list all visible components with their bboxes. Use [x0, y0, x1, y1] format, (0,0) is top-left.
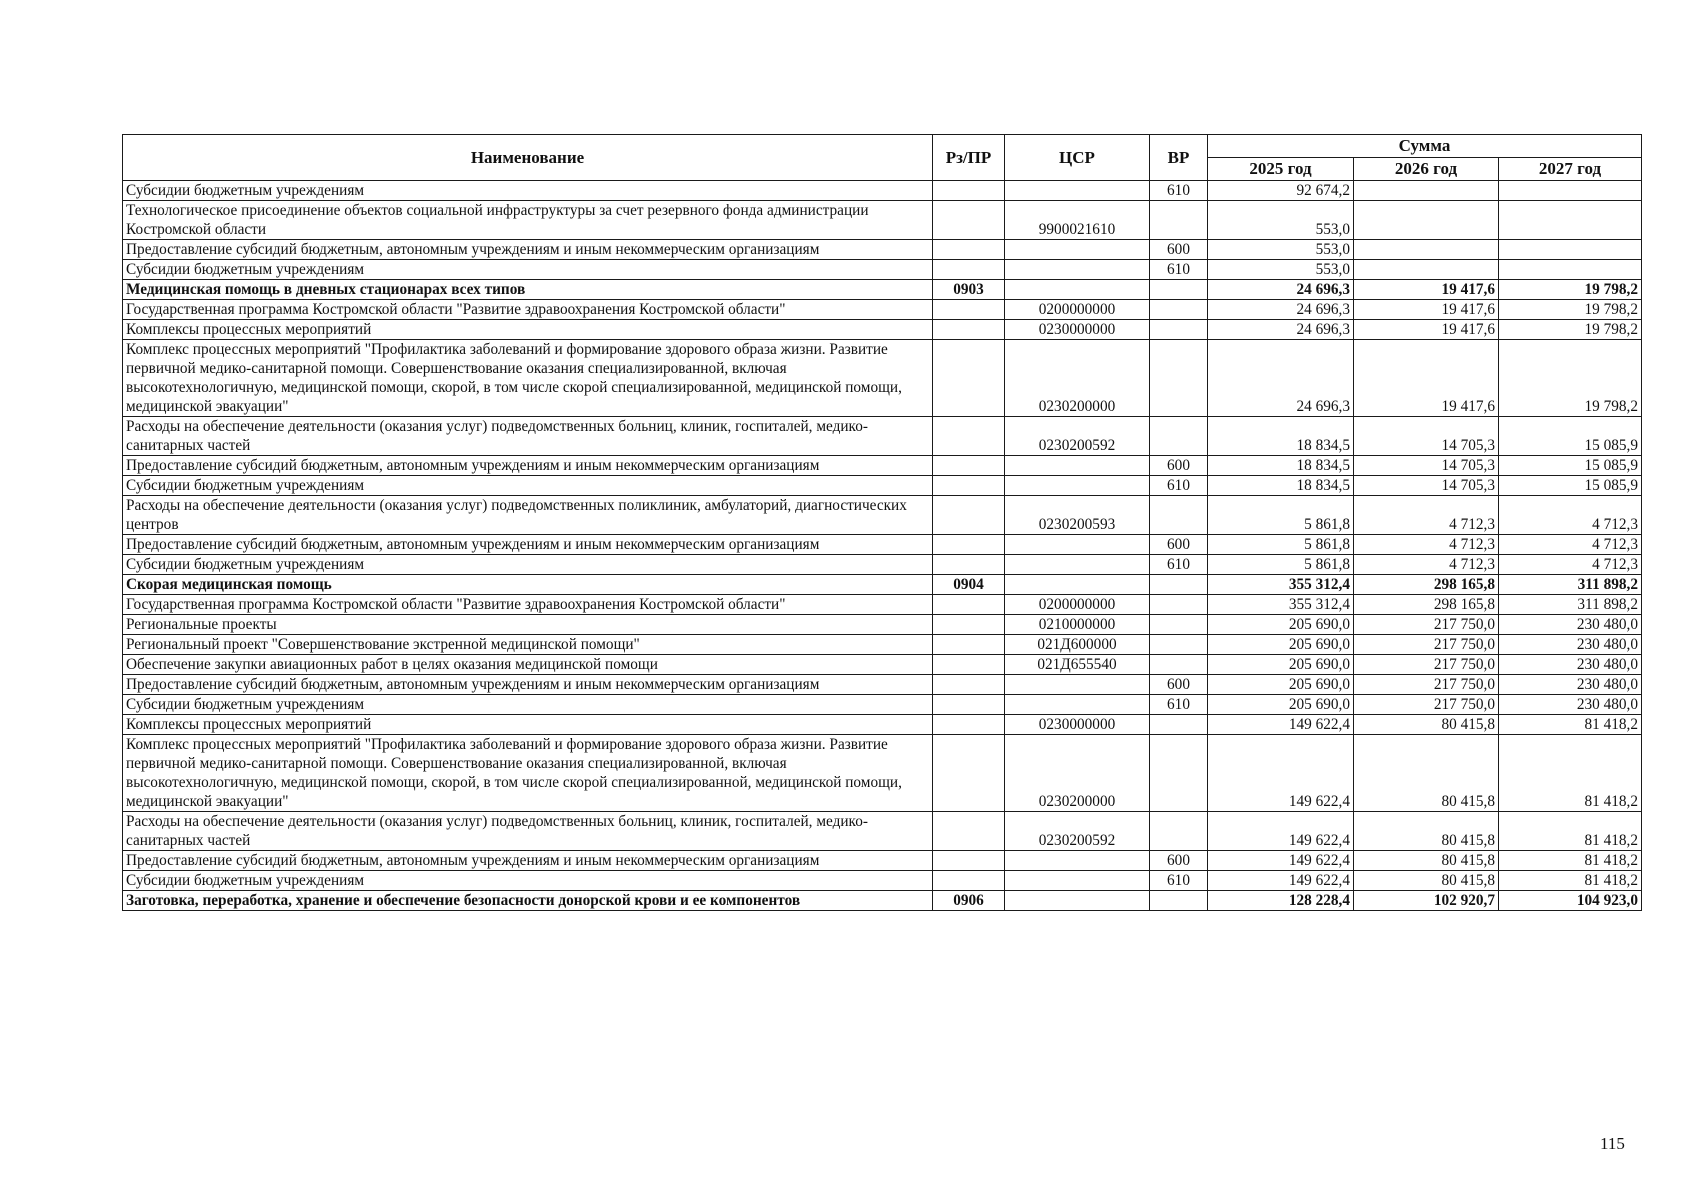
cell-name: Комплексы процессных мероприятий — [123, 715, 933, 735]
table-row — [123, 260, 1642, 280]
cell-name: Комплексы процессных мероприятий — [123, 320, 933, 340]
cell-2027: 15 085,9 — [1499, 456, 1642, 476]
cell-csr — [1005, 181, 1150, 201]
cell-2027: 311 898,2 — [1499, 575, 1642, 595]
cell-rzpr — [933, 240, 1005, 260]
cell-csr — [1005, 535, 1150, 555]
cell-name: Заготовка, переработка, хранение и обеспечение безопасности донорской крови и ее компонентов — [123, 891, 933, 911]
cell-name: Расходы на обеспечение деятельности (оказания услуг) подведомственных больниц, клиник, госпиталей, медико-санитарных частей — [123, 417, 933, 456]
cell-name: Комплекс процессных мероприятий "Профилактика заболеваний и формирование здорового образа жизни. Развитие первичной медико-санитарной помощи. Совершенствование оказания специализированной, включая высокотехнологичную, медицинской помощи, скорой, в том числе скорой специализированной, медицинской помощи, медицинской эвакуации" — [123, 340, 933, 417]
header-vr: ВР — [1150, 135, 1208, 181]
cell-csr: 0230000000 — [1005, 320, 1150, 340]
cell-vr — [1150, 496, 1208, 535]
cell-2025: 553,0 — [1208, 240, 1354, 260]
cell-2025: 149 622,4 — [1208, 735, 1354, 812]
cell-2027: 15 085,9 — [1499, 417, 1642, 456]
cell-2027 — [1499, 240, 1642, 260]
cell-2026: 14 705,3 — [1354, 456, 1499, 476]
cell-2025: 553,0 — [1208, 260, 1354, 280]
cell-rzpr — [933, 181, 1005, 201]
cell-name: Региональный проект "Совершенствование экстренной медицинской помощи" — [123, 635, 933, 655]
cell-vr: 600 — [1150, 240, 1208, 260]
cell-csr: 0230200592 — [1005, 417, 1150, 456]
cell-2027: 19 798,2 — [1499, 280, 1642, 300]
cell-2025: 205 690,0 — [1208, 675, 1354, 695]
cell-rzpr — [933, 871, 1005, 891]
cell-name: Расходы на обеспечение деятельности (оказания услуг) подведомственных больниц, клиник, госпиталей, медико-санитарных частей — [123, 812, 933, 851]
cell-vr: 610 — [1150, 555, 1208, 575]
cell-rzpr — [933, 417, 1005, 456]
cell-vr — [1150, 715, 1208, 735]
cell-rzpr — [933, 476, 1005, 496]
cell-2026: 102 920,7 — [1354, 891, 1499, 911]
cell-2025: 5 861,8 — [1208, 535, 1354, 555]
cell-csr — [1005, 695, 1150, 715]
cell-2027: 19 798,2 — [1499, 300, 1642, 320]
cell-2027 — [1499, 181, 1642, 201]
cell-rzpr — [933, 715, 1005, 735]
cell-rzpr: 0906 — [933, 891, 1005, 911]
cell-csr: 0200000000 — [1005, 300, 1150, 320]
cell-2027: 230 480,0 — [1499, 615, 1642, 635]
cell-2027: 81 418,2 — [1499, 812, 1642, 851]
cell-csr — [1005, 675, 1150, 695]
cell-2026: 217 750,0 — [1354, 615, 1499, 635]
cell-name: Субсидии бюджетным учреждениям — [123, 260, 933, 280]
cell-2026: 217 750,0 — [1354, 695, 1499, 715]
cell-csr — [1005, 240, 1150, 260]
cell-2025: 24 696,3 — [1208, 340, 1354, 417]
cell-vr: 600 — [1150, 456, 1208, 476]
cell-name: Региональные проекты — [123, 615, 933, 635]
cell-rzpr — [933, 555, 1005, 575]
cell-csr — [1005, 476, 1150, 496]
cell-rzpr — [933, 201, 1005, 240]
cell-vr — [1150, 417, 1208, 456]
cell-name: Предоставление субсидий бюджетным, автономным учреждениям и иным некоммерческим организациям — [123, 456, 933, 476]
cell-vr — [1150, 320, 1208, 340]
cell-csr — [1005, 871, 1150, 891]
cell-2025: 205 690,0 — [1208, 635, 1354, 655]
cell-csr: 9900021610 — [1005, 201, 1150, 240]
cell-csr: 0210000000 — [1005, 615, 1150, 635]
cell-name: Субсидии бюджетным учреждениям — [123, 695, 933, 715]
header-csr: ЦСР — [1005, 135, 1150, 181]
cell-2027: 81 418,2 — [1499, 871, 1642, 891]
cell-2026: 14 705,3 — [1354, 476, 1499, 496]
cell-2026: 80 415,8 — [1354, 871, 1499, 891]
cell-vr: 610 — [1150, 476, 1208, 496]
table-row — [123, 201, 1642, 240]
cell-2025: 205 690,0 — [1208, 655, 1354, 675]
header-rzpr: Рз/ПР — [933, 135, 1005, 181]
cell-name: Предоставление субсидий бюджетным, автономным учреждениям и иным некоммерческим организациям — [123, 535, 933, 555]
cell-2026: 4 712,3 — [1354, 555, 1499, 575]
table-row — [123, 812, 1642, 851]
cell-vr — [1150, 655, 1208, 675]
table-row — [123, 417, 1642, 456]
cell-2025: 5 861,8 — [1208, 555, 1354, 575]
budget-table — [122, 134, 1642, 911]
cell-2025: 149 622,4 — [1208, 715, 1354, 735]
header-name: Наименование — [123, 135, 933, 181]
cell-2025: 149 622,4 — [1208, 851, 1354, 871]
cell-2027: 230 480,0 — [1499, 655, 1642, 675]
cell-rzpr — [933, 735, 1005, 812]
table-row — [123, 181, 1642, 201]
cell-2025: 24 696,3 — [1208, 280, 1354, 300]
cell-2026: 217 750,0 — [1354, 655, 1499, 675]
table-row — [123, 280, 1642, 300]
cell-2026: 19 417,6 — [1354, 340, 1499, 417]
table-row — [123, 871, 1642, 891]
cell-2027: 81 418,2 — [1499, 851, 1642, 871]
cell-rzpr — [933, 340, 1005, 417]
cell-vr — [1150, 340, 1208, 417]
cell-2027: 104 923,0 — [1499, 891, 1642, 911]
cell-csr: 021Д655540 — [1005, 655, 1150, 675]
cell-2025: 18 834,5 — [1208, 476, 1354, 496]
cell-2027: 19 798,2 — [1499, 340, 1642, 417]
cell-csr: 0230200000 — [1005, 735, 1150, 812]
cell-vr — [1150, 735, 1208, 812]
table-header — [123, 135, 1642, 181]
cell-2026 — [1354, 240, 1499, 260]
cell-vr — [1150, 575, 1208, 595]
table-row — [123, 555, 1642, 575]
cell-2026: 80 415,8 — [1354, 812, 1499, 851]
table-row — [123, 476, 1642, 496]
cell-rzpr — [933, 595, 1005, 615]
cell-2025: 18 834,5 — [1208, 417, 1354, 456]
cell-2027: 81 418,2 — [1499, 735, 1642, 812]
cell-vr: 610 — [1150, 871, 1208, 891]
cell-2026: 19 417,6 — [1354, 320, 1499, 340]
table-row — [123, 695, 1642, 715]
cell-csr — [1005, 280, 1150, 300]
cell-vr — [1150, 595, 1208, 615]
cell-vr — [1150, 201, 1208, 240]
cell-2027: 4 712,3 — [1499, 535, 1642, 555]
cell-csr — [1005, 851, 1150, 871]
cell-2027: 19 798,2 — [1499, 320, 1642, 340]
cell-2026: 19 417,6 — [1354, 280, 1499, 300]
table-row — [123, 851, 1642, 871]
cell-rzpr — [933, 812, 1005, 851]
cell-name: Технологическое присоединение объектов социальной инфраструктуры за счет резервного фонда администрации Костромской области — [123, 201, 933, 240]
cell-2027: 230 480,0 — [1499, 675, 1642, 695]
cell-2025: 149 622,4 — [1208, 871, 1354, 891]
cell-vr: 610 — [1150, 181, 1208, 201]
cell-csr — [1005, 456, 1150, 476]
cell-name: Субсидии бюджетным учреждениям — [123, 871, 933, 891]
cell-vr — [1150, 891, 1208, 911]
cell-2026: 298 165,8 — [1354, 575, 1499, 595]
cell-rzpr — [933, 496, 1005, 535]
cell-name: Обеспечение закупки авиационных работ в целях оказания медицинской помощи — [123, 655, 933, 675]
cell-csr: 0230000000 — [1005, 715, 1150, 735]
cell-2027: 4 712,3 — [1499, 496, 1642, 535]
cell-name: Медицинская помощь в дневных стационарах всех типов — [123, 280, 933, 300]
cell-rzpr — [933, 535, 1005, 555]
cell-name: Субсидии бюджетным учреждениям — [123, 181, 933, 201]
cell-name: Субсидии бюджетным учреждениям — [123, 476, 933, 496]
cell-rzpr — [933, 320, 1005, 340]
cell-rzpr — [933, 851, 1005, 871]
cell-vr — [1150, 635, 1208, 655]
cell-rzpr: 0903 — [933, 280, 1005, 300]
cell-name: Комплекс процессных мероприятий "Профилактика заболеваний и формирование здорового образа жизни. Развитие первичной медико-санитарной помощи. Совершенствование оказания специализированной, включая высокотехнологичную, медицинской помощи, скорой, в том числе скорой специализированной, медицинской помощи, медицинской эвакуации" — [123, 735, 933, 812]
table-row — [123, 675, 1642, 695]
cell-name: Предоставление субсидий бюджетным, автономным учреждениям и иным некоммерческим организациям — [123, 240, 933, 260]
cell-2027: 311 898,2 — [1499, 595, 1642, 615]
cell-rzpr — [933, 300, 1005, 320]
cell-2025: 205 690,0 — [1208, 695, 1354, 715]
header-year-2027: 2027 год — [1499, 158, 1642, 181]
page-number: 115 — [1600, 1134, 1625, 1153]
cell-2026: 80 415,8 — [1354, 735, 1499, 812]
cell-vr — [1150, 280, 1208, 300]
cell-2025: 355 312,4 — [1208, 575, 1354, 595]
cell-2026: 298 165,8 — [1354, 595, 1499, 615]
cell-vr — [1150, 615, 1208, 635]
cell-csr: 0200000000 — [1005, 595, 1150, 615]
cell-csr — [1005, 575, 1150, 595]
table-row — [123, 240, 1642, 260]
cell-csr — [1005, 260, 1150, 280]
header-year-2026: 2026 год — [1354, 158, 1499, 181]
cell-vr: 600 — [1150, 851, 1208, 871]
cell-2026: 217 750,0 — [1354, 675, 1499, 695]
cell-name: Предоставление субсидий бюджетным, автономным учреждениям и иным некоммерческим организациям — [123, 851, 933, 871]
cell-rzpr — [933, 456, 1005, 476]
cell-vr: 600 — [1150, 535, 1208, 555]
cell-csr: 0230200592 — [1005, 812, 1150, 851]
cell-vr: 600 — [1150, 675, 1208, 695]
cell-rzpr — [933, 615, 1005, 635]
cell-vr — [1150, 300, 1208, 320]
cell-2025: 149 622,4 — [1208, 812, 1354, 851]
table-row — [123, 340, 1642, 417]
table-row — [123, 595, 1642, 615]
table-row — [123, 891, 1642, 911]
cell-vr: 610 — [1150, 695, 1208, 715]
cell-name: Государственная программа Костромской области "Развитие здравоохранения Костромской области" — [123, 300, 933, 320]
cell-2027: 230 480,0 — [1499, 635, 1642, 655]
cell-rzpr — [933, 635, 1005, 655]
cell-2026 — [1354, 181, 1499, 201]
cell-2025: 5 861,8 — [1208, 496, 1354, 535]
cell-name: Расходы на обеспечение деятельности (оказания услуг) подведомственных поликлиник, амбулаторий, диагностических центров — [123, 496, 933, 535]
header-sum: Сумма — [1208, 135, 1642, 158]
cell-2027: 81 418,2 — [1499, 715, 1642, 735]
table-body — [123, 181, 1642, 911]
cell-2025: 128 228,4 — [1208, 891, 1354, 911]
cell-name: Скорая медицинская помощь — [123, 575, 933, 595]
cell-2026 — [1354, 201, 1499, 240]
cell-2026: 217 750,0 — [1354, 635, 1499, 655]
cell-2027 — [1499, 260, 1642, 280]
table-row — [123, 615, 1642, 635]
cell-2025: 355 312,4 — [1208, 595, 1354, 615]
cell-rzpr: 0904 — [933, 575, 1005, 595]
cell-2027: 4 712,3 — [1499, 555, 1642, 575]
cell-2025: 553,0 — [1208, 201, 1354, 240]
cell-2025: 18 834,5 — [1208, 456, 1354, 476]
cell-name: Государственная программа Костромской области "Развитие здравоохранения Костромской области" — [123, 595, 933, 615]
cell-2027: 15 085,9 — [1499, 476, 1642, 496]
table-row — [123, 635, 1642, 655]
cell-vr — [1150, 812, 1208, 851]
cell-name: Субсидии бюджетным учреждениям — [123, 555, 933, 575]
cell-2026: 80 415,8 — [1354, 715, 1499, 735]
budget-sheet — [122, 134, 1641, 911]
cell-2026: 4 712,3 — [1354, 496, 1499, 535]
cell-2025: 24 696,3 — [1208, 300, 1354, 320]
cell-rzpr — [933, 675, 1005, 695]
cell-name: Предоставление субсидий бюджетным, автономным учреждениям и иным некоммерческим организациям — [123, 675, 933, 695]
table-row — [123, 456, 1642, 476]
cell-csr — [1005, 891, 1150, 911]
table-row — [123, 320, 1642, 340]
cell-2027 — [1499, 201, 1642, 240]
cell-2026 — [1354, 260, 1499, 280]
cell-csr: 0230200593 — [1005, 496, 1150, 535]
table-row — [123, 575, 1642, 595]
cell-2026: 19 417,6 — [1354, 300, 1499, 320]
cell-2025: 92 674,2 — [1208, 181, 1354, 201]
cell-2027: 230 480,0 — [1499, 695, 1642, 715]
table-row — [123, 300, 1642, 320]
cell-2026: 80 415,8 — [1354, 851, 1499, 871]
cell-rzpr — [933, 655, 1005, 675]
cell-vr: 610 — [1150, 260, 1208, 280]
table-row — [123, 535, 1642, 555]
cell-csr: 021Д600000 — [1005, 635, 1150, 655]
header-year-2025: 2025 год — [1208, 158, 1354, 181]
cell-2026: 14 705,3 — [1354, 417, 1499, 456]
cell-rzpr — [933, 260, 1005, 280]
cell-2025: 24 696,3 — [1208, 320, 1354, 340]
cell-csr: 0230200000 — [1005, 340, 1150, 417]
table-row — [123, 496, 1642, 535]
cell-2026: 4 712,3 — [1354, 535, 1499, 555]
cell-rzpr — [933, 695, 1005, 715]
cell-csr — [1005, 555, 1150, 575]
table-row — [123, 655, 1642, 675]
table-row — [123, 735, 1642, 812]
cell-2025: 205 690,0 — [1208, 615, 1354, 635]
table-row — [123, 715, 1642, 735]
